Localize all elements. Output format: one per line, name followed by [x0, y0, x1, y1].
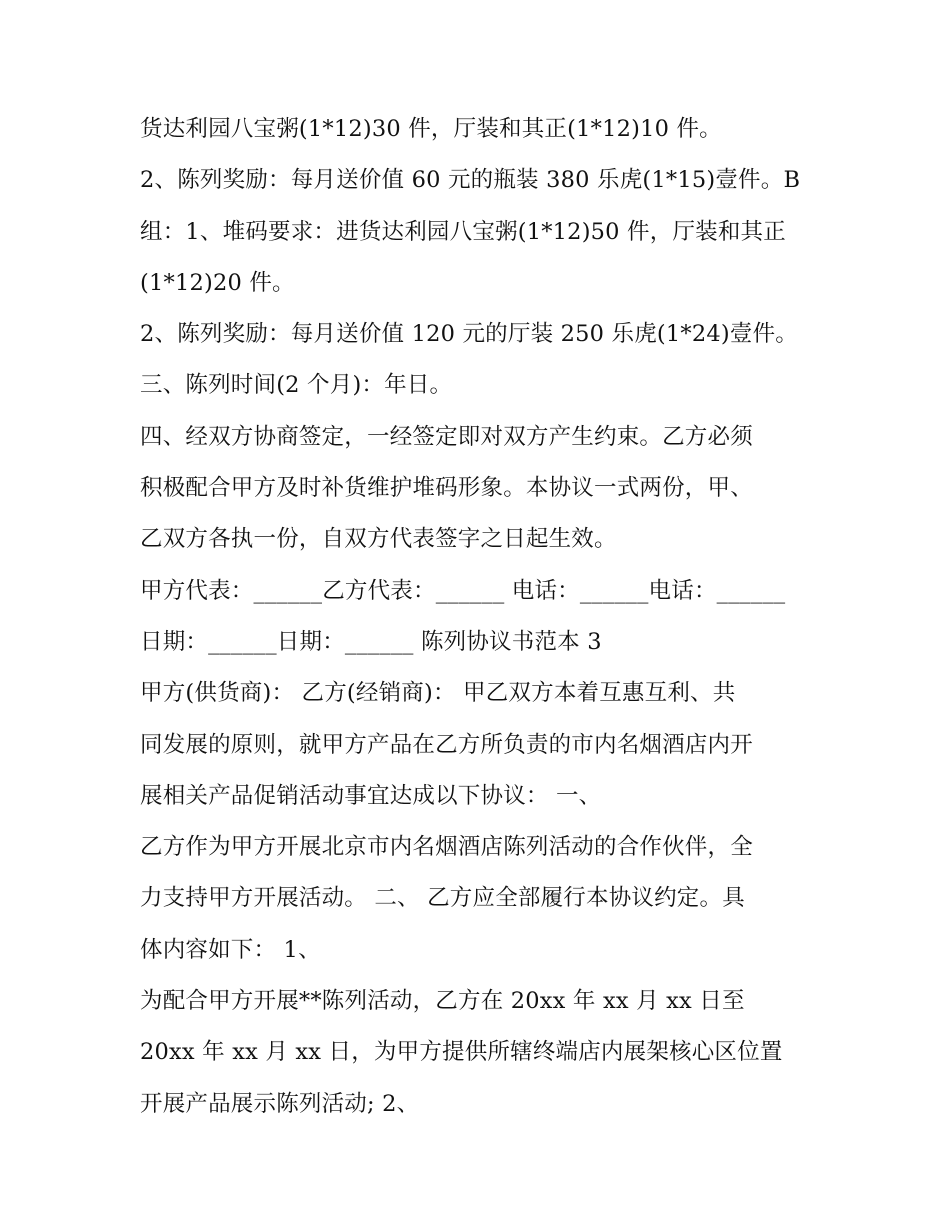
- text-line: 20xx 年 xx 月 xx 日，为甲方提供所辖终端店内展架核心区位置: [140, 1039, 783, 1066]
- text-line: 乙方作为甲方开展北京市内名烟酒店陈列活动的合作伙伴，全: [140, 834, 753, 861]
- text-line: 为配合甲方开展**陈列活动，乙方在 20xx 年 xx 月 xx 日至: [140, 988, 745, 1015]
- text-line: 同发展的原则，就甲方产品在乙方所负责的市内名烟酒店内开: [140, 731, 753, 758]
- document-body: [140, 104, 820, 1130]
- text-line: 积极配合甲方及时补货维护堆码形象。本协议一式两份，甲、: [140, 475, 753, 502]
- signature-line: 甲方代表：______乙方代表：______ 电话：______电话：______: [140, 577, 786, 604]
- text-line: (1*12)20 件。: [140, 269, 295, 296]
- text-line: 力支持甲方开展活动。 二、 乙方应全部履行本协议约定。具: [140, 885, 745, 912]
- text-line: 体内容如下： 1、: [140, 936, 321, 963]
- text-line: 货达利园八宝粥(1*12)30 件，厅装和其正(1*12)10 件。: [140, 116, 722, 142]
- date-line: 日期：______日期：______ 陈列协议书范本 3: [140, 628, 602, 655]
- text-line: 2、陈列奖励：每月送价值 60 元的瓶装 380 乐虎(1*15)壹件。B: [140, 167, 801, 194]
- text-line: 2、陈列奖励：每月送价值 120 元的厅装 250 乐虎(1*24)壹件。: [140, 321, 798, 348]
- text-line: 甲方(供货商)： 乙方(经销商)： 甲乙双方本着互惠互利、共: [140, 680, 736, 707]
- text-line: 四、经双方协商签定，一经签定即对双方产生约束。乙方必须: [140, 423, 753, 450]
- text-line: 展相关产品促销活动事宜达成以下协议： 一、: [140, 782, 602, 809]
- text-line: 乙双方各执一份，自双方代表签字之日起生效。: [140, 526, 617, 553]
- text-line: 开展产品展示陈列活动; 2、: [140, 1090, 420, 1117]
- text-line: 组：1、堆码要求：进货达利园八宝粥(1*12)50 件，厅装和其正: [140, 218, 786, 245]
- text-line: 三、陈列时间(2 个月)：年日。: [140, 372, 453, 399]
